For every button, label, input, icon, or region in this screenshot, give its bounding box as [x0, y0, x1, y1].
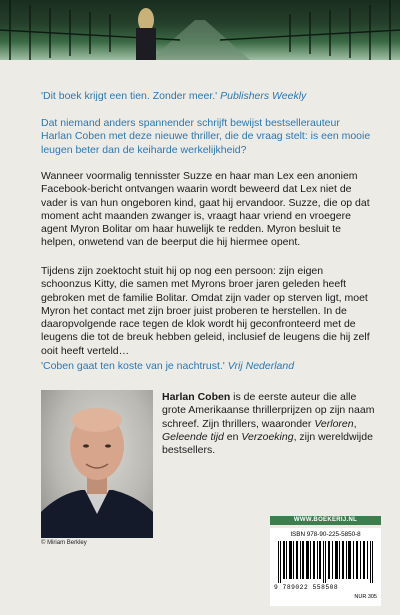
- book-title: Geleende tijd: [162, 430, 224, 443]
- cover-photo-strip: [0, 0, 400, 60]
- intro-paragraph: Dat niemand anders spannender schrijft bewijst bestsellerauteur Harlan Coben met deze nieuwe thriller, die de vraag stelt: is een mooie leugen beter dan de keiharde werkelijkheid?: [41, 117, 371, 156]
- bridge-scene: [0, 0, 400, 60]
- bio-sep: en: [223, 430, 242, 443]
- photo-credit: © Miriam Berkley: [41, 540, 87, 546]
- author-name: Harlan Coben: [162, 391, 231, 403]
- nur-code: NUR 305: [354, 594, 377, 600]
- author-bio: [162, 391, 377, 457]
- synopsis-paragraph-2: Tijdens zijn zoektocht stuit hij op nog een persoon: zijn eigen schoonzus Kitty, die samen met Myrons broer jaren geleden heeft gebroken met de familie Bolitar. Omdat zijn vader op sterven ligt, moet Myron het contact met zijn broer juist proberen te herstellen. In de daaropvolgende race tegen de klok wordt hij geconfronteerd met de leugens die tot de breuk hebben geleid, inclusief de leugens die hij zelf ooit heeft verteld…: [41, 265, 370, 357]
- book-title: Verzoeking: [241, 430, 294, 443]
- barcode-box: [270, 528, 381, 606]
- review-quote-vrij-nederland: [41, 360, 371, 373]
- website-label: WWW.BOEKERIJ.NL: [270, 516, 381, 525]
- book-title: Verloren: [314, 417, 354, 430]
- quote-source: Publishers Weekly: [220, 90, 307, 102]
- ean-digits: 9 789022 558508: [274, 584, 339, 591]
- author-portrait: [41, 390, 153, 538]
- author-photo: [41, 390, 153, 538]
- barcode: [278, 541, 374, 583]
- bio-text: is de eerste auteur die alle grote Amerikaanse thrillerprijzen op zijn naam schreef. Zijn thrillers, waaronder: [162, 391, 375, 430]
- synopsis-paragraph-1: Wanneer voormalig tennisster Suzze en haar man Lex een anoniem Facebook-bericht ontvangen waarin wordt beweerd dat Lex niet de vader is van hun ongeboren kind, gaat hij ervandoor. Suzze, die op dat moment acht maanden zwanger is, vraagt haar vriend en vroegere agent Myron Bolitar om haar huwelijk te redden. Myron besluit te helpen, onwetend van de beerput die hij hiermee opent.: [41, 170, 370, 249]
- review-quote-publishers-weekly: [41, 90, 371, 103]
- quote-text: 'Coben gaat ten koste van je nachtrust.': [41, 360, 225, 372]
- quote-source: Vrij Nederland: [227, 360, 295, 372]
- bio-sep: ,: [353, 417, 357, 430]
- isbn-number: ISBN 978-90-225-5850-8: [290, 531, 361, 538]
- quote-text: 'Dit boek krijgt een tien. Zonder meer.': [41, 90, 218, 102]
- bio-text: , zijn wereldwijde bestsellers.: [162, 430, 373, 457]
